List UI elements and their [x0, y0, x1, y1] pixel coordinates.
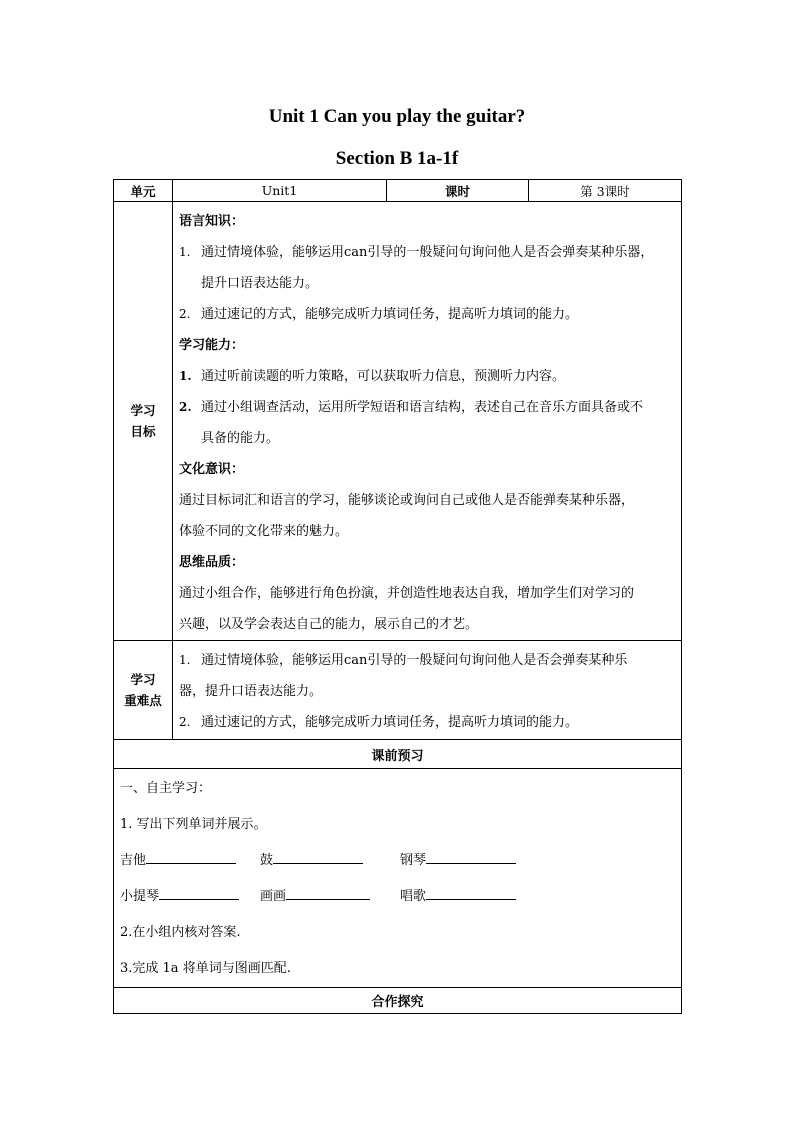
list-item-continuation: 具备的能力。	[201, 431, 280, 446]
lesson-label: 课时	[387, 180, 529, 202]
list-item: 1. 通过听前读题的听力策略，可以获取听力信息，预测听力内容。	[179, 369, 566, 384]
unit-value: Unit1	[173, 180, 387, 202]
list-item: 1. 通过情境体验，能够运用can引导的一般疑问句询问他人是否会弹奏某种乐器，	[179, 245, 654, 260]
learning-goals-content	[173, 202, 682, 641]
cooperation-heading-row	[114, 988, 682, 1014]
learning-goals-label: 学习 目标	[114, 202, 173, 641]
list-item: 2. 通过速记的方式，能够完成听力填词任务，提高听力填词的能力。	[179, 307, 579, 322]
word-label: 钢琴	[400, 853, 427, 868]
word-label: 唱歌	[400, 889, 427, 904]
answer-blank[interactable]	[146, 848, 236, 864]
preview-heading-row	[114, 740, 682, 769]
language-knowledge-title: 语言知识：	[179, 214, 245, 229]
page-title: Unit 1 Can you play the guitar?	[268, 106, 526, 127]
word-label: 画画	[260, 889, 287, 904]
page-subtitle: Section B 1a-1f	[335, 148, 459, 169]
list-item: 1. 通过情境体验，能够运用can引导的一般疑问句询问他人是否会弹奏某种乐	[179, 653, 628, 668]
answer-blank[interactable]	[286, 884, 370, 900]
word-label: 鼓	[260, 853, 274, 868]
thinking-quality-title: 思维品质：	[179, 555, 245, 570]
key-points-content	[173, 641, 682, 740]
list-item-continuation: 提升口语表达能力。	[201, 276, 319, 291]
cooperation-heading: 合作探究	[114, 988, 682, 1014]
task-3: 3.完成 1a 将单词与图画匹配.	[120, 961, 291, 976]
paragraph-line: 通过小组合作，能够进行角色扮演，并创造性地表达自我，增加学生们对学习的	[179, 586, 635, 601]
learning-ability-title: 学习能力：	[179, 338, 245, 353]
answer-blank[interactable]	[426, 848, 516, 864]
cultural-awareness-title: 文化意识：	[179, 462, 245, 477]
word-row-1	[120, 843, 675, 879]
list-item: 2. 通过小组调查活动，运用所学短语和语言结构，表述自己在音乐方面具备或不	[179, 400, 644, 415]
answer-blank[interactable]	[273, 848, 363, 864]
task-1: 1. 写出下列单词并展示。	[120, 817, 267, 832]
paragraph-line: 通过目标词汇和语言的学习，能够谈论或询问自己或他人是否能弹奏某种乐器，	[179, 493, 635, 508]
task-2: 2.在小组内核对答案.	[120, 925, 241, 940]
header-row	[114, 180, 682, 202]
lesson-plan-table	[113, 179, 682, 1014]
self-study-title: 一、自主学习：	[120, 781, 212, 796]
preview-content-row	[114, 769, 682, 988]
unit-label: 单元	[114, 180, 173, 202]
preview-heading: 课前预习	[114, 740, 682, 769]
word-label: 小提琴	[120, 889, 160, 904]
answer-blank[interactable]	[159, 884, 239, 900]
list-item-continuation: 器，提升口语表达能力。	[179, 684, 323, 699]
word-label: 吉他	[120, 853, 147, 868]
paragraph-line: 兴趣，以及学会表达自己的能力，展示自己的才艺。	[179, 617, 479, 632]
lesson-value: 第 3课时	[529, 180, 682, 202]
answer-blank[interactable]	[426, 884, 516, 900]
paragraph-line: 体验不同的文化带来的魅力。	[179, 524, 349, 539]
key-points-label: 学习 重难点	[114, 641, 173, 740]
word-row-2	[120, 879, 675, 915]
list-item: 2. 通过速记的方式，能够完成听力填词任务，提高听力填词的能力。	[179, 715, 579, 730]
learning-goals-row	[114, 202, 682, 641]
preview-content	[114, 769, 682, 988]
key-points-row	[114, 641, 682, 740]
